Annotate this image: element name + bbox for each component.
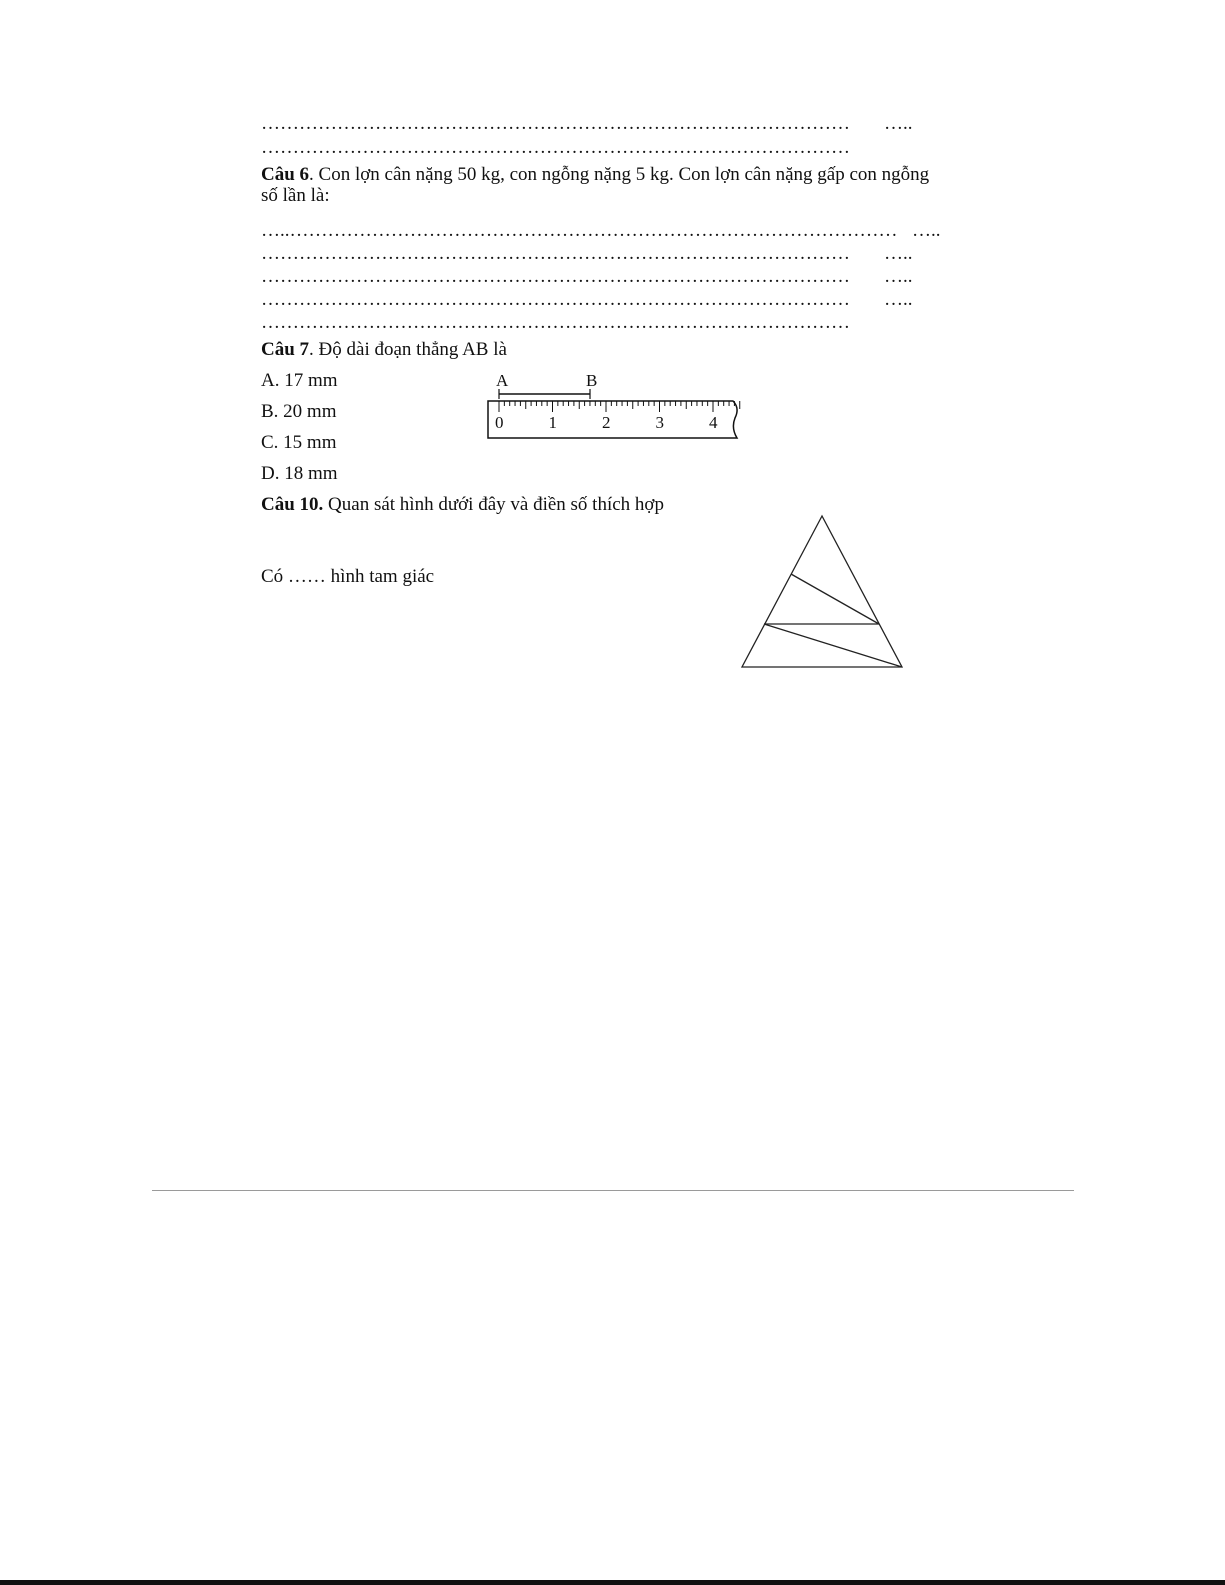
dotted-answer-line[interactable]: ………………………………………………………………………………… (261, 312, 850, 333)
point-b-label: B (586, 371, 598, 390)
dotted-answer-line[interactable]: ………………………………………………………………………………… (261, 243, 850, 264)
option-b[interactable]: B. 20 mm (261, 401, 337, 422)
ruler-number: 3 (655, 413, 664, 432)
dotted-answer-line[interactable]: ………………………………………………………………………………… (261, 266, 850, 287)
dotted-answer-line-end: ….. (912, 220, 941, 241)
triangle-figure (730, 510, 910, 670)
dotted-answer-line[interactable]: …..…………………………………………………………………………………… (261, 220, 898, 241)
ruler-number: 0 (495, 413, 504, 432)
dotted-answer-line-end: ….. (884, 266, 913, 287)
question-6-text-cont: số lần là: (261, 185, 330, 206)
ruler-figure (485, 366, 755, 446)
dotted-answer-line[interactable]: ………………………………………………………………………………… (261, 113, 850, 134)
segment-ab (499, 389, 590, 399)
dotted-answer-line-end: ….. (884, 243, 913, 264)
point-a-label: A (496, 371, 509, 390)
inner-line-2 (764, 624, 902, 667)
option-d[interactable]: D. 18 mm (261, 463, 338, 484)
page-divider (152, 1190, 1074, 1191)
ruler-numbers (495, 413, 718, 432)
option-a[interactable]: A. 17 mm (261, 370, 338, 391)
dotted-answer-line-end: ….. (884, 289, 913, 310)
question-10-label: Câu 10. (261, 494, 324, 515)
page-bottom-edge (0, 1580, 1225, 1585)
dotted-answer-line[interactable]: ………………………………………………………………………………… (261, 137, 850, 158)
dotted-answer-line[interactable]: ………………………………………………………………………………… (261, 289, 850, 310)
dotted-answer-line-end: ….. (884, 113, 913, 134)
ruler-number: 2 (602, 413, 611, 432)
question-10-text: Câu 10. Quan sát hình dưới đây và điền số thích hợp (261, 494, 664, 515)
option-c[interactable]: C. 15 mm (261, 432, 337, 453)
ruler-ticks (499, 401, 740, 412)
question-10-answer[interactable]: Có …… hình tam giác (261, 566, 435, 587)
ruler-number: 1 (548, 413, 557, 432)
question-6-label: Câu 6 (261, 164, 310, 185)
question-6-text: Câu 6. Con lợn cân nặng 50 kg, con ngỗng nặng 5 kg. Con lợn cân nặng gấp con ngỗng (261, 164, 930, 185)
question-7-label: Câu 7 (261, 339, 310, 360)
ruler-number: 4 (709, 413, 718, 432)
question-7-text: Câu 7. Độ dài đoạn thẳng AB là (261, 339, 507, 360)
